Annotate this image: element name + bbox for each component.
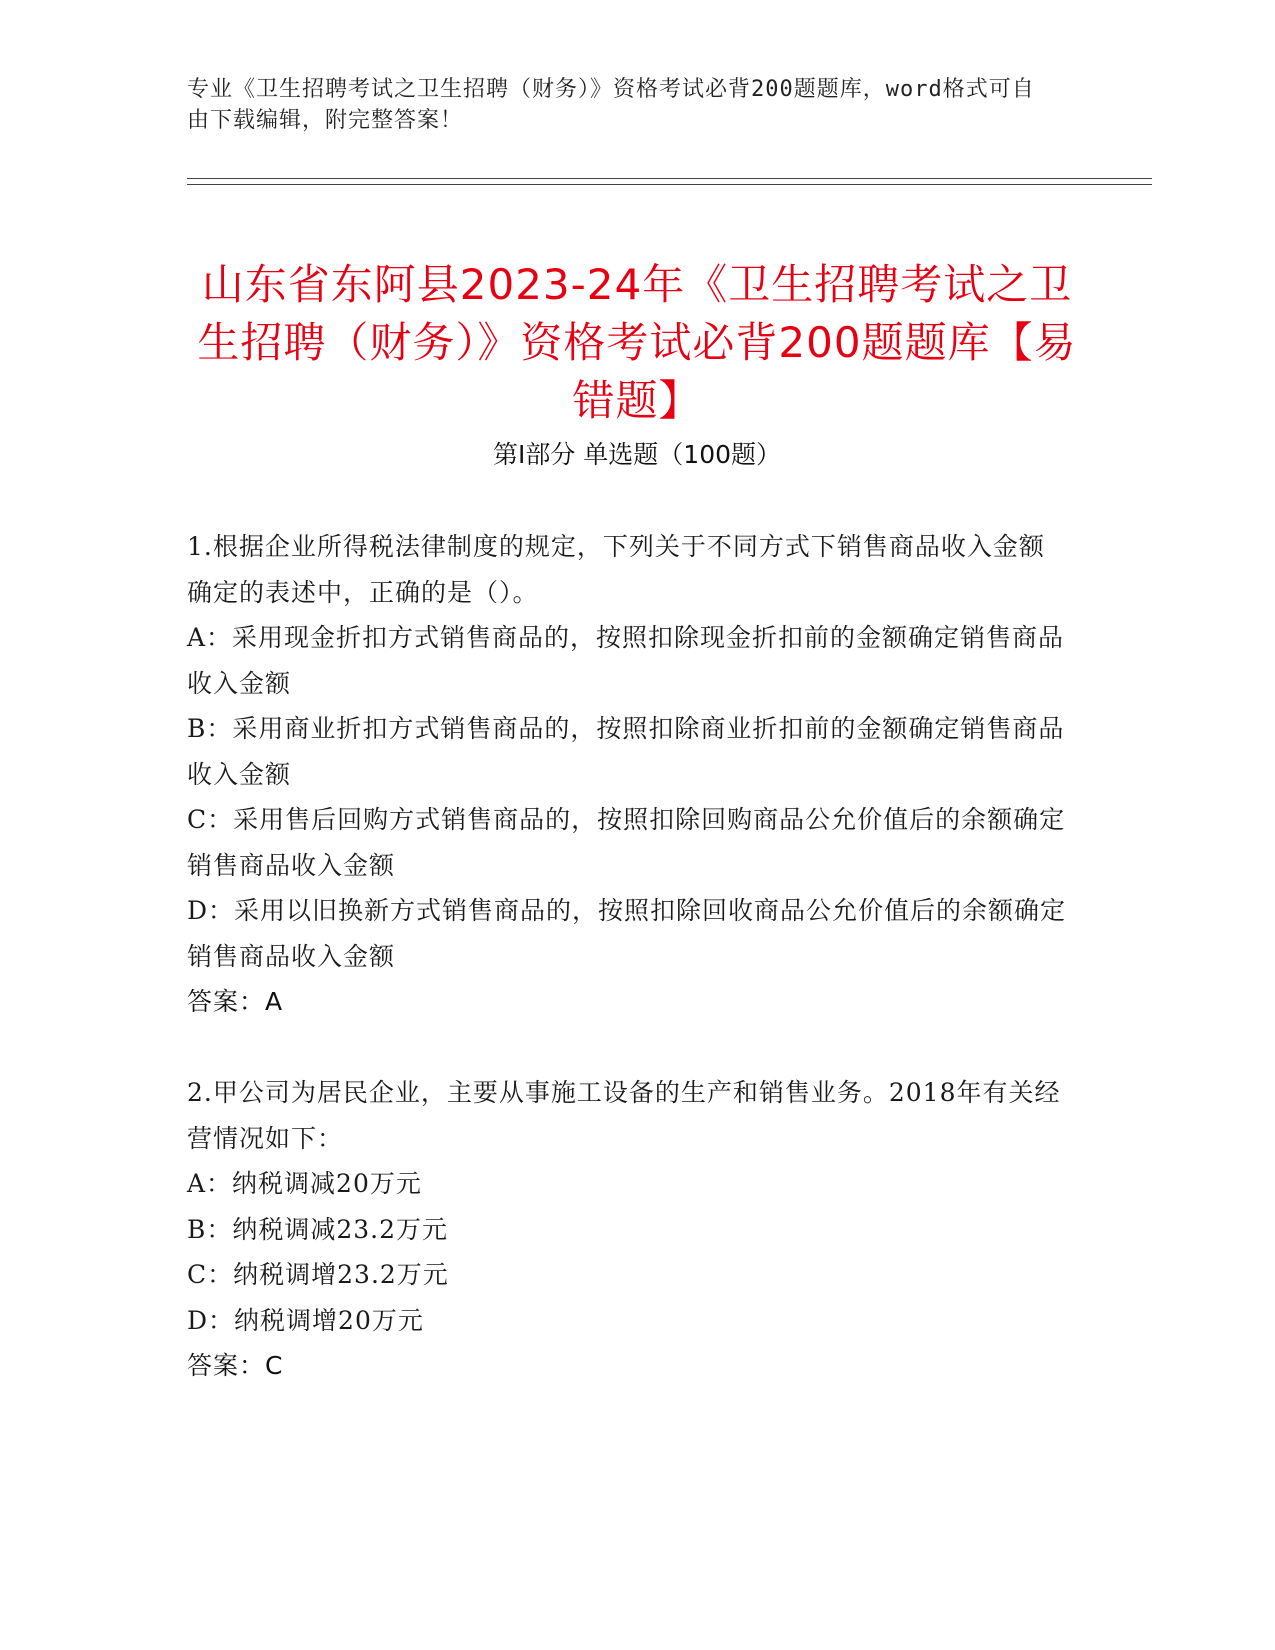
document-title: 山东省东阿县2023-24年《卫生招聘考试之卫生招聘（财务）》资格考试必背200题题库【易错题】 xyxy=(197,260,1077,426)
question-stem: 2.甲公司为居民企业，主要从事施工设备的生产和销售业务。2018年有关经营情况如下： xyxy=(187,1078,1061,1153)
answer: 答案：C xyxy=(187,1351,284,1380)
question-stem: 1.根据企业所得税法律制度的规定，下列关于不同方式下销售商品收入金额确定的表述中，正确的是（）。 xyxy=(187,532,1045,607)
section-heading: 第I部分 单选题（100题） xyxy=(492,440,782,469)
option-d: D：采用以旧换新方式销售商品的，按照扣除回收商品公允价值后的余额确定销售商品收入金额 xyxy=(187,896,1067,971)
option-a: A：纳税调减20万元 xyxy=(187,1169,422,1198)
option-c: C：采用售后回购方式销售商品的，按照扣除回购商品公允价值后的余额确定销售商品收入金额 xyxy=(187,805,1066,880)
option-c: C：纳税调增23.2万元 xyxy=(187,1260,449,1289)
question-1 xyxy=(187,524,1067,1025)
question-2 xyxy=(187,1070,1067,1389)
option-b: B：采用商业折扣方式销售商品的，按照扣除商业折扣前的金额确定销售商品收入金额 xyxy=(187,714,1065,789)
header-divider-bottom xyxy=(187,184,1152,185)
header-divider-top xyxy=(187,178,1152,179)
answer: 答案：A xyxy=(187,987,284,1016)
option-b: B：纳税调减23.2万元 xyxy=(187,1214,449,1244)
option-d: D：纳税调增20万元 xyxy=(187,1305,424,1335)
option-a: A：采用现金折扣方式销售商品的，按照扣除现金折扣前的金额确定销售商品收入金额 xyxy=(187,623,1065,698)
header-note: 专业《卫生招聘考试之卫生招聘（财务）》资格考试必背200题题库，word格式可自由下载编辑，附完整答案！ xyxy=(187,77,1035,133)
